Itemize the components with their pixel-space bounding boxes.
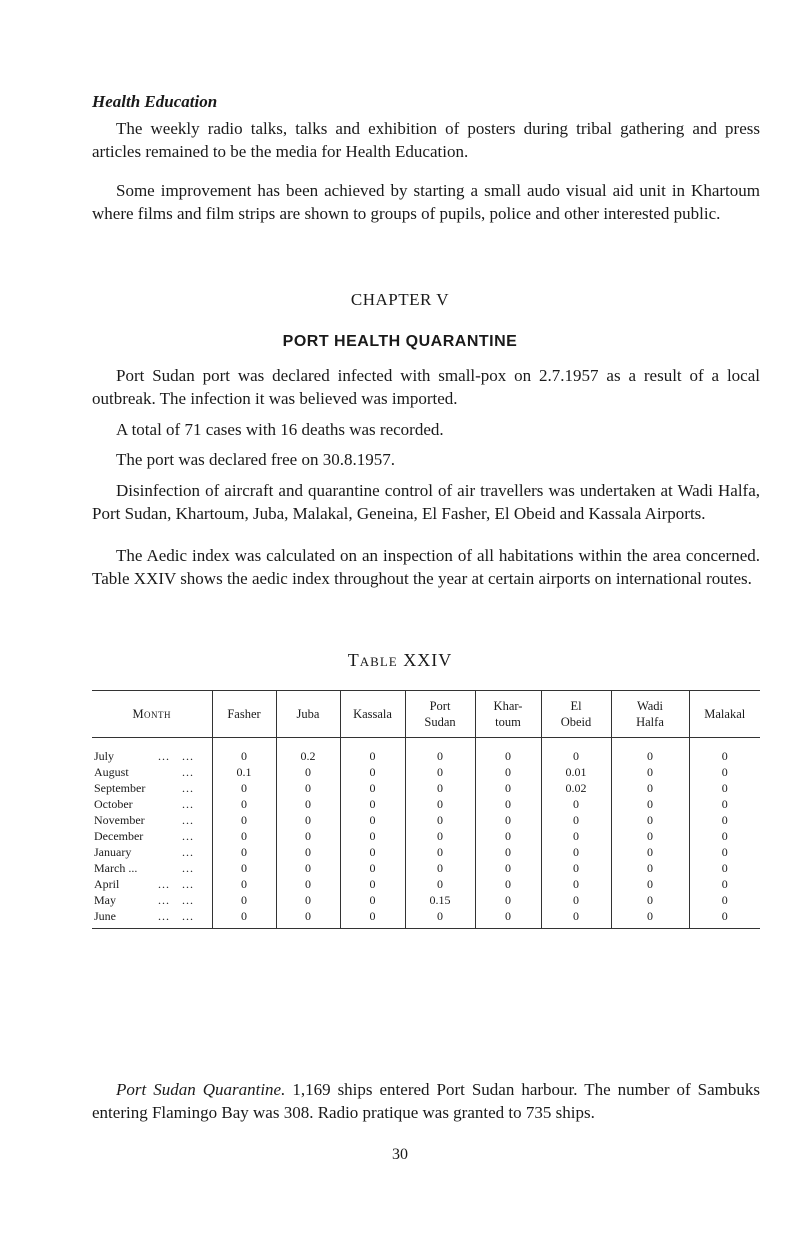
month-label-wrap [94,796,194,812]
value-cell: 0 [405,812,475,828]
value-cell: 0 [340,738,405,765]
value-cell: 0 [689,860,760,876]
value-cell: 0.02 [541,780,611,796]
month-cell [92,828,212,844]
value-cell: 0 [541,738,611,765]
column-header [611,691,689,738]
paragraph-smallpox-outbreak: Port Sudan port was declared infected with small-pox on 2.7.1957 as a result of a local outbreak. The infection it was believed was imported. [92,366,760,408]
value-cell: 0 [475,780,541,796]
table-row [92,780,760,796]
column-header-line: Kassala [353,707,392,721]
value-cell: 0 [340,844,405,860]
value-cell: 0 [276,876,340,892]
column-header-line: Obeid [560,715,592,729]
value-cell: 0 [340,892,405,908]
leader-dots: ... [182,781,194,795]
value-cell: 0 [475,876,541,892]
column-header-line: Sudan [424,715,456,729]
value-cell: 0 [611,738,689,765]
page-number: 30 [392,1146,408,1163]
chapter-heading: CHAPTER V [350,290,450,309]
month-cell [92,908,212,929]
value-cell: 0 [405,780,475,796]
month-cell [92,812,212,828]
value-cell: 0 [276,764,340,780]
month-label-wrap [94,892,194,908]
value-cell: 0 [212,738,276,765]
value-cell: 0 [611,844,689,860]
value-cell: 0 [212,780,276,796]
month-label: June [94,909,116,923]
value-cell: 0 [475,860,541,876]
table-row [92,764,760,780]
value-cell: 0 [541,828,611,844]
table-row [92,828,760,844]
month-label-wrap [94,908,194,924]
value-cell: 0 [212,908,276,929]
column-header-line: Port [429,699,451,713]
value-cell: 0 [541,796,611,812]
month-label-wrap [94,844,194,860]
month-label-wrap [94,780,194,796]
value-cell: 0 [611,764,689,780]
value-cell: 0 [475,764,541,780]
month-label-wrap [94,812,194,828]
column-header [689,691,760,738]
value-cell: 0 [541,876,611,892]
paragraph-port-sudan-quarantine [92,1078,760,1124]
table-row [92,892,760,908]
leader-dots: ... ... [158,893,194,907]
month-label: May [94,893,116,907]
value-cell: 0 [689,812,760,828]
column-header-line: toum [495,715,521,729]
value-cell: 0 [541,892,611,908]
month-cell [92,796,212,812]
value-cell: 0 [689,828,760,844]
column-header [92,691,212,738]
value-cell: 0 [475,738,541,765]
value-cell: 0 [475,908,541,929]
value-cell: 0 [212,844,276,860]
value-cell: 0.2 [276,738,340,765]
month-label-wrap [94,828,194,844]
month-label: November [94,813,145,827]
month-cell [92,844,212,860]
table-row [92,860,760,876]
column-header [541,691,611,738]
value-cell: 0 [689,796,760,812]
table-row [92,844,760,860]
month-cell [92,860,212,876]
value-cell: 0 [475,844,541,860]
paragraph-health-education-media: The weekly radio talks, talks and exhibition of posters during tribal gathering and press articles remained to be the media for Health Education. [92,119,760,161]
value-cell: 0 [212,860,276,876]
month-cell [92,738,212,765]
value-cell: 0 [689,892,760,908]
value-cell: 0 [276,892,340,908]
column-header-line: Month [132,707,172,721]
table-row [92,876,760,892]
column-header-line: El [570,699,582,713]
month-cell [92,764,212,780]
value-cell: 0 [276,860,340,876]
value-cell: 0 [276,844,340,860]
month-label: October [94,797,133,811]
paragraph-body: 1,169 ships entered Port Sudan harbour. The number of Sambuks entering Flamingo Bay was 308. Radio pratique was granted to 735 ships. [92,1080,761,1122]
value-cell: 0 [276,828,340,844]
leader-dots: ... [182,813,194,827]
value-cell: 0 [475,892,541,908]
month-cell [92,780,212,796]
value-cell: 0 [405,764,475,780]
value-cell: 0 [405,828,475,844]
value-cell: 0 [276,812,340,828]
value-cell: 0 [340,860,405,876]
month-label-wrap [94,748,194,764]
value-cell: 0 [340,764,405,780]
value-cell: 0 [475,828,541,844]
leader-dots: ... [182,765,194,779]
column-header-line: Wadi [636,699,664,713]
value-cell: 0 [405,844,475,860]
leader-dots: ... ... [158,877,194,891]
value-cell: 0 [541,908,611,929]
column-header-line: Khar- [493,699,523,713]
leader-dots: ... [182,829,194,843]
month-label: December [94,829,144,843]
value-cell: 0 [340,828,405,844]
value-cell: 0 [212,892,276,908]
leader-dots: ... ... [158,909,194,923]
value-cell: 0 [689,780,760,796]
value-cell: 0 [405,876,475,892]
table-row [92,812,760,828]
value-cell: 0 [405,738,475,765]
chapter-title: PORT HEALTH QUARANTINE [282,333,518,350]
value-cell: 0 [276,796,340,812]
value-cell: 0 [212,812,276,828]
value-cell: 0 [475,796,541,812]
table-body [92,738,760,929]
paragraph-aircraft-disinfection: Disinfection of aircraft and quarantine control of air travellers was undertaken at Wadi Halfa, Port Sudan, Khartoum, Juba, Malakal, Geneina, El Fasher, El Obeid and Kassala Airports. [92,481,760,523]
paragraph-audio-visual-unit: Some improvement has been achieved by starting a small audo visual aid unit in Khartoum where films and film strips are shown to groups of pupils, police and other interested public. [92,181,760,223]
value-cell: 0 [611,860,689,876]
value-cell: 0 [276,908,340,929]
column-header [340,691,405,738]
table-title: Table XXIV [347,650,453,670]
value-cell: 0.15 [405,892,475,908]
column-header [276,691,340,738]
value-cell: 0 [340,780,405,796]
value-cell: 0 [405,860,475,876]
table-row [92,738,760,765]
value-cell: 0 [611,780,689,796]
leader-dots: ... ... [158,749,194,763]
section-heading: Health Education [92,92,218,111]
value-cell: 0 [611,876,689,892]
value-cell: 0 [212,796,276,812]
leader-dots: ... [182,797,194,811]
value-cell: 0 [611,828,689,844]
column-header [405,691,475,738]
leader-dots: ... [182,845,194,859]
month-label-wrap [94,764,194,780]
month-label-wrap [94,860,194,876]
value-cell: 0 [689,738,760,765]
value-cell: 0 [405,908,475,929]
table-row [92,908,760,929]
value-cell: 0 [541,860,611,876]
paragraph-lead: Port Sudan Quarantine. [116,1080,286,1099]
value-cell: 0 [405,796,475,812]
leader-dots: ... [182,861,194,875]
month-label: April [94,877,120,891]
value-cell: 0 [340,908,405,929]
value-cell: 0 [541,844,611,860]
column-header [475,691,541,738]
value-cell: 0 [611,892,689,908]
month-label-wrap [94,876,194,892]
value-cell: 0 [475,812,541,828]
value-cell: 0 [340,796,405,812]
value-cell: 0 [212,828,276,844]
column-header-line: Juba [296,707,320,721]
value-cell: 0 [689,908,760,929]
column-header [212,691,276,738]
month-label: July [94,749,115,763]
aedic-index-table [92,690,760,929]
month-label: August [94,765,129,779]
value-cell: 0 [689,876,760,892]
value-cell: 0 [276,780,340,796]
month-label: March ... [94,861,138,875]
value-cell: 0 [541,812,611,828]
paragraph-cases-deaths: A total of 71 cases with 16 deaths was recorded. [116,420,444,439]
paragraph-aedic-index: The Aedic index was calculated on an inspection of all habitations within the area concerned. Table XXIV shows the aedic index throughout the year at certain airports on international routes. [92,546,760,588]
column-header-line: Malakal [704,707,746,721]
table-row [92,796,760,812]
paragraph-port-declared-free: The port was declared free on 30.8.1957. [116,450,395,469]
value-cell: 0 [340,812,405,828]
value-cell: 0 [689,844,760,860]
month-cell [92,892,212,908]
value-cell: 0 [611,796,689,812]
value-cell: 0 [611,908,689,929]
month-label: September [94,781,146,795]
column-header-line: Halfa [636,715,664,729]
table-header-row [92,691,760,738]
column-header-line: Fasher [227,707,261,721]
month-cell [92,876,212,892]
value-cell: 0.01 [541,764,611,780]
value-cell: 0 [340,876,405,892]
month-label: January [94,845,132,859]
value-cell: 0 [689,764,760,780]
value-cell: 0 [611,812,689,828]
value-cell: 0.1 [212,764,276,780]
value-cell: 0 [212,876,276,892]
